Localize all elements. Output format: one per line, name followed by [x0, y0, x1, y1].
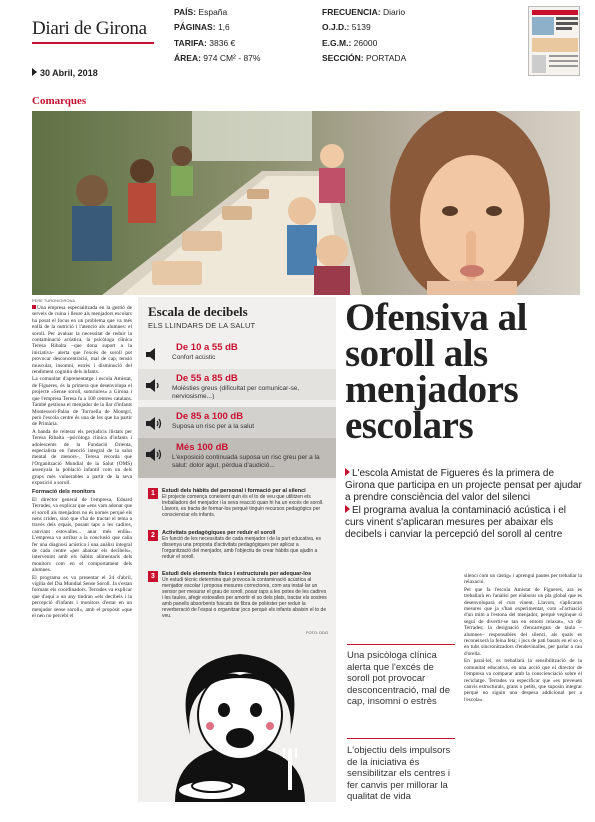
meta-frecuencia: FRECUENCIA: Diario — [322, 7, 406, 17]
step-title: Estudi dels elements físics i estructurals per adequar-los — [162, 571, 312, 577]
body-paragraph: A banda de reiterar els perjudicis llistats per Teresa Ribalta –psicòloga clínica d'infants i adolescents de la Fundació Orienta, especialista en l'atenció integral de la salut mental de menors–, Teresa recorda que l'Organització Mundial de la Salut (OMS) assenyala la població infantil com un dels grups més vulnerables a partir de la seva exposició a soroll. — [32, 428, 132, 486]
pullquote-2: L'objectiu dels impulsors de la iniciativa és sensibilitzar els centres i fer canvis per millorar la qualitat de vida — [347, 745, 451, 802]
pullquote-rule — [347, 644, 455, 645]
decibel-description: Confort acústic — [172, 354, 216, 361]
speaker-icon — [146, 417, 162, 430]
meta-paginas: PÁGINAS: 1,6 — [174, 22, 230, 32]
decibel-range: Més 100 dB — [176, 442, 229, 453]
deck-item: El programa avalua la contaminació acústica i el curs vinent s'aplicaran mesures per abaixar els decibels i canviar la percepció del soroll al centre — [345, 505, 566, 540]
decibel-level-1 — [138, 338, 336, 369]
infographic-subtitle: ELS LLINDARS DE LA SALUT — [148, 321, 256, 330]
newspaper-logo: Diari de Girona — [32, 18, 147, 39]
meta-pais: PAÍS: España — [174, 7, 228, 17]
photo-credit: PERE TURON/GIRONA — [32, 298, 76, 303]
decibel-description: Suposa un risc per a la salut — [172, 423, 255, 430]
step-text: El projecte comença coneixent quin és el to de veu que utilitzen els treballadors del menjador i la seva reacció quan hi ha un excés de soroll. Llavors, es tracta de formar-los perquè tinguin recursos pedagògics per conscienciar els infants. — [162, 494, 324, 518]
body-subheading: Formació dels monitors — [32, 489, 96, 496]
publication-date: 30 Abril, 2018 — [32, 68, 98, 78]
logo-rule — [32, 42, 154, 44]
decibel-range: De 85 a 100 dB — [176, 411, 244, 422]
body-paragraph: El director general de l'empresa, Eduard Terrades, va explicar que «ens vam adonar que el soroll als menjadors no és només perquè els nens criden, sinó que s'ha de tractar el tema a través dels espais, posant taps a les cadires, canviant estovalles... anar més enllà». L'empresa va arribar a la conclusió que calia fer una diagnosi acústica i una anàlisi integral de cada centre «per abaixar els decibels», intervenint amb els hàbits alimentaris dels monitors com en el comportament dels alumnes. — [32, 496, 132, 574]
body-paragraph: La comunitat d'aprenentatge i escola Amistat, de Figueres, és la primera que desenvolupa el projecte «Sense soroll, somriures» a Girona i que l'empresa Teresa fa a 100 centres catalans. També gestiona el menjador de la llar d'infants Montessori-Palau de Torroella de Montgrí, però l'escola centre és una de les que ha partir de Primària. — [32, 376, 132, 428]
infographic-title: Escala de decibels — [148, 304, 248, 319]
body-paragraph: Una empresa especialitzada en la gestió de serveis de cuina i lleure als menjadors escolars ha posat el focus en un problema que va més enllà de la nutrició i l'atenció als alumnes: el soroll. Per avaluar la necessitat de reduir la contaminació acústica, la psicòloga clínica Teresa Ribalta –que dona suport a la iniciativa– alerta que l'excés de soroll pot provocar desconcentració, mal de cap, tensió muscular, insomni, estrès i disminució del rendiment cognitiu dels infants. — [32, 305, 132, 376]
decibel-level-2 — [138, 369, 336, 400]
main-photo — [32, 111, 580, 295]
headline: Ofensiva al soroll als menjadors escolars — [345, 296, 527, 447]
body-paragraph: Pel que fa l'escola Amistat de Figueres, ara es treballarà en l'anàlisi per elaborar un pla global que es desenvoluparà el curs vinent. Llavors, s'aplicaran mesures que ja s'han experimentat, com «l'actuació d'un mim a l'estona del menjador, perquè veginque si segui de divertir-se tan en entorn relaxat», va dir Terrades; la designació d'encarregats de taula –alumnes– responsables del silenci, als quals es reconeixerà la feina feta; i jocs de pati basats en el so o en tubs sincronitzadors d'endevinalles, per parlar a cau d'orella. — [464, 586, 582, 657]
step-2 — [148, 530, 328, 568]
meta-tarifa: TARIFA: 3836 € — [174, 38, 236, 48]
decibel-range: De 55 a 85 dB — [176, 373, 238, 384]
deck-item: L'escola Amistat de Figueres és la primera de Girona que participa en un projecte pensat per ajudar a prendre consciència del valor del silenci — [345, 468, 582, 503]
meta-seccion: SECCIÓN: PORTADA — [322, 53, 407, 63]
step-number: 3 — [148, 571, 158, 582]
left-body-column — [32, 305, 132, 621]
section-label: Comarques — [32, 95, 87, 107]
infographic-credit: FOTO: DDG — [306, 630, 329, 635]
speaker-icon — [146, 379, 162, 392]
step-1 — [148, 488, 328, 528]
step-number: 2 — [148, 530, 158, 541]
page-thumbnail[interactable] — [528, 6, 580, 76]
decibel-level-3 — [138, 407, 336, 438]
right-body-column — [464, 573, 582, 704]
step-number: 1 — [148, 488, 158, 499]
step-3 — [148, 571, 328, 629]
meta-egm: E.G.M.: 26000 — [322, 38, 378, 48]
body-paragraph: El programa es va presentar el 24 d'abril, vigília del Dia Mundial Sense Soroll. Ja s'estan formant els coordinadors. Terrades va explicar que d'aquí a un any tindran «els decibels i la percepció d'infants i monitors d'estar en un menjador sense soroll», amb el propòsit «que el nen no percebi el — [32, 574, 132, 620]
decibel-description: Molèsties greus (dificultat per comunicar-se, nerviosisme...) — [172, 385, 300, 400]
pullquote-rule — [347, 738, 455, 739]
step-title: Estudi dels hàbits del personal i formació per al silenci — [162, 488, 306, 494]
body-paragraph: En paral·lel, es treballarà la sensibilització de la comunitat educativa, en una acció que el director de l'empresa va comparar amb la conscienciació sobre el reciclatge. Terrades va especificar que «es preveuen canvis estructurals, grans o petits, que suposin integrar perquè no siguin una despesa addicional per a l'escola». — [464, 658, 582, 703]
pullquote-1: Una psicòloga clínica alerta que l'excés de soroll pot provocar desconcentració, mal de cap, insomni o estrès — [347, 650, 450, 707]
body-paragraph: silenci com un càstig» i aprengui pautes per treballar la relaxació. — [464, 573, 582, 586]
step-title: Activitats pedagògiques per reduir el soroll — [162, 530, 276, 536]
decibel-level-4 — [138, 438, 336, 478]
step-text: En funció de les necessitats de cada menjador i de la part educativa, es dissenya una proposta d'activitats pedagògiques per aplicar a l'organització del menjador, amb l'objectiu de crear hàbits que ajudin a reduir el soroll. — [162, 536, 321, 560]
decibel-range: De 10 a 55 dB — [176, 342, 238, 353]
speaker-icon — [146, 448, 162, 461]
speaker-icon — [146, 348, 162, 361]
meta-ojd: O.J.D.: 5139 — [322, 22, 371, 32]
step-text: Un estudi tècnic determina què provoca la contaminació acústica al menjador escolar i proposa mesures correctores, com ara instal·lar un sensor per mesurar el grau de soroll, posar taps a les potes de les cadires i les taules, afegir estovalles per amortir el so dels plats, tractar els sostres amb panells absorbents fuscats de fibra de polièster per reduir la reverberació de l'espai o organitzar jocs perquè els infants abaixin el to de veu. — [162, 577, 327, 619]
meta-area: ÁREA: 974 CM² - 87% — [174, 53, 261, 63]
decibel-description: L'exposició continuada suposa un risc greu per a la salut: dolor agut, pèrdua d'audició... — [172, 454, 320, 469]
child-eating-illustration — [150, 640, 330, 802]
deck — [345, 468, 585, 542]
